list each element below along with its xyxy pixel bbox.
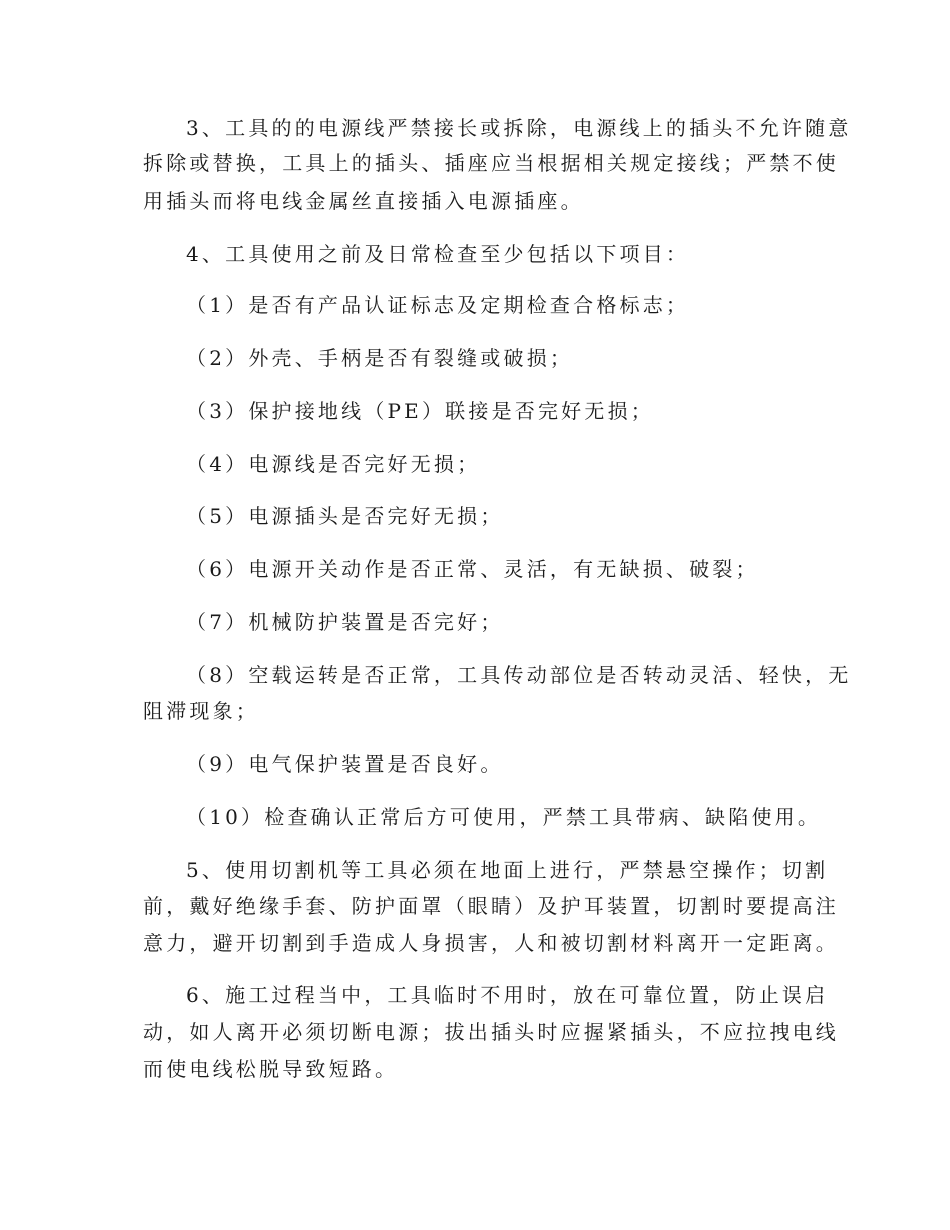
item-6-line-1: 6、施工过程当中，工具临时不用时，放在可靠位置，防止误启 (186, 983, 829, 1007)
sub-item-8-line-1: （8）空载运转是否正常，工具传动部位是否转动灵活、轻快，无 (186, 663, 852, 687)
sub-item-8-line-2: 阻滞现象； (143, 699, 259, 723)
item-3-line-3: 用插头而将电线金属丝直接插入电源插座。 (143, 189, 584, 213)
sub-item-9: （9）电气保护装置是否良好。 (186, 752, 504, 776)
item-6-line-3: 而使电线松脱导致短路。 (143, 1057, 399, 1081)
item-3-line-1: 3、工具的的电源线严禁接长或拆除，电源线上的插头不允许随意 (186, 116, 852, 140)
sub-item-7: （7）机械防护装置是否完好； (186, 610, 504, 634)
sub-item-3: （3）保护接地线（PE）联接是否完好无损； (186, 399, 654, 423)
item-5-line-1: 5、使用切割机等工具必须在地面上进行，严禁悬空操作；切割 (186, 858, 829, 882)
sub-item-1: （1）是否有产品认证标志及定期检查合格标志； (186, 293, 690, 317)
sub-item-10: （10）检查确认正常后方可使用，严禁工具带病、缺陷使用。 (186, 805, 822, 829)
sub-item-6: （6）电源开关动作是否正常、灵活，有无缺损、破裂； (186, 557, 759, 581)
sub-item-2: （2）外壳、手柄是否有裂缝或破损； (186, 346, 574, 370)
item-3-line-2: 拆除或替换，工具上的插头、插座应当根据相关规定接线；严禁不使 (143, 151, 839, 175)
sub-item-5: （5）电源插头是否完好无损； (186, 504, 504, 528)
item-5-line-3: 意力，避开切割到手造成人身损害，人和被切割材料离开一定距离。 (143, 931, 839, 955)
item-4-line-1: 4、工具使用之前及日常检查至少包括以下项目： (186, 242, 690, 266)
item-6-line-2: 动，如人离开必须切断电源；拔出插头时应握紧插头，不应拉拽电线 (143, 1020, 839, 1044)
item-5-line-2: 前，戴好绝缘手套、防护面罩（眼睛）及护耳装置，切割时要提高注 (143, 894, 839, 918)
sub-item-4: （4）电源线是否完好无损； (186, 452, 481, 476)
